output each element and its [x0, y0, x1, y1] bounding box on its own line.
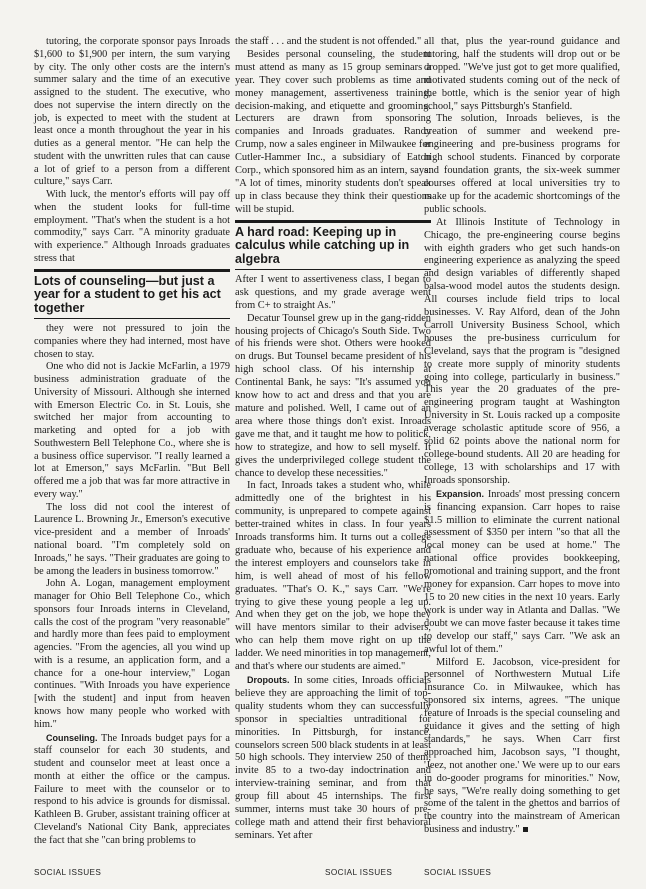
- page-footer-label: SOCIAL ISSUES: [34, 868, 102, 877]
- paragraph-text: Decatur Tounsel grew up in the gang-ridden housing projects of Chicago's South Side. Two of his friends were shot. Others were hooked on drugs. But Tounsel became president of his high school class. Of his internship at Continental Bank, he says: "It's assumed you know how to act and dress and that you are mature and polished. Well, I came out of an area where those things don't exist. Inroads gave me that, and it taught me how to politick, how to strategize, and how to sell myself. It gives the underprivileged college student the chance to develop these necessities.": [235, 312, 431, 479]
- article-paragraph: [235, 274, 431, 313]
- paragraph-text: John A. Logan, management employment manager for Ohio Bell Telephone Co., which sponsors four Inroads interns in Cleveland, calls the cost of the program "very reasonable" and hardly more than fees paid to employment agencies. "From the agencies, all you wind up with is a resume, an application form, and a chance for a one-hour interview," Logan continues. "With Inroads you have experience [with the student] and input from heaven knows how many people who worked with him.": [34, 578, 230, 730]
- article-paragraph: [34, 189, 230, 266]
- paragraph-text: With luck, the mentor's efforts will pay off when the student looks for full-time employment. "That's when the student is a hot commodity," says Carr. "A minority graduate with experience." Although Inroads graduates stress that: [34, 189, 230, 265]
- paragraph-text: all that, plus the year-round guidance and tutoring, half the students will drop out or be dropped. "We've just got to get more qualified, motivated students coming out of the neck of the bottle, which is the senior year of high school," says Pittsburgh's Stanfield.: [424, 36, 620, 112]
- paragraph-text: the staff . . . and the student is not offended.": [235, 36, 422, 47]
- article-paragraph: [34, 361, 230, 501]
- article-column-2: [235, 36, 431, 843]
- subhead-label: Counseling.: [46, 732, 98, 743]
- subhead-label: Expansion.: [436, 488, 485, 499]
- section-headline: A hard road: Keeping up in calculus while catching up in algebra: [235, 220, 431, 270]
- article-paragraph: [235, 49, 431, 217]
- article-paragraph: [34, 732, 230, 848]
- page-footer-label: SOCIAL ISSUES: [424, 868, 492, 877]
- paragraph-text: In fact, Inroads takes a student who, while admittedly one of the brightest in his community, is unprepared to compete against better-trained whites in class. In four years Inroads transforms him. It turns out a college graduate who, because of his experience and the interest employers and counselors take in him, is well ahead of most of his fellow graduates. "That's O. K.," says Carr. "We're trying to give these young people a leg up. And when they get on the job, we hope they will have mentors similar to their advisers, who can help them move right on up the ladder. We need minorities in top management, and that's where our students are aimed.": [235, 480, 431, 673]
- paragraph-text: tutoring, the corporate sponsor pays Inroads $1,600 to $1,900 per intern, the sum varying by city. The only other costs are the intern's summer salary and the time of an executive assigned to the student. The executive, who does not supervise the intern directly on the job, is expected to meet with the student at least once a month throughout the year in his duties as a general mentor. "He can help the student with the unwritten rules that can cause a lot of grief to a person from a different culture," says Carr.: [34, 36, 230, 188]
- end-of-article-mark: [523, 827, 528, 832]
- article-column-1: [34, 36, 230, 847]
- subhead-label: Dropouts.: [247, 675, 290, 685]
- article-paragraph: [424, 657, 620, 838]
- paragraph-text: Milford E. Jacobson, vice-president for personnel of Northwestern Mutual Life Insurance Co. in Milwaukee, which has sponsored six interns, agrees. "The unique feature of Inroads is the special counseling and guidance it gives and the setting of high standards," he says. When Carr first approached him, Jacobson says, "I thought, 'Jeez, not another one.' We were up to our ears in do-gooder programs for minorities." Now, he says, "We're really doing something to get some of the talent in the ghettos and barrios of the country into the mainstream of American business and industry.": [424, 656, 620, 836]
- paragraph-text: Inroads' most pressing concern is financing expansion. Carr hopes to raise $1.5 million to eliminate the current national assessment of $350 per intern "so that all the local money can be used at home." The national office provides bookkeeping, promotional and training support, and the front money for expansion. Carr hopes to move into 15 to 20 new cities in the next 10 years. Early work is under way in Atlanta and Dallas. "We doubt we can move faster because it takes time to develop our staff," says Carr. "We ask an awful lot of them.": [424, 488, 620, 655]
- paragraph-text: One who did not is Jackie McFarlin, a 1979 business administration graduate of the University of Missouri. Although she interned with Emerson Electric Co. in St. Louis, she switched her major from accounting to marketing and opted for a job with Southwestern Bell Telephone Co., where she is a business office supervisor. "I really learned a lot at Emerson," says McFarlin. "But Bell offered me a job that was far more attractive in every way.": [34, 361, 230, 500]
- article-paragraph: [34, 323, 230, 361]
- paragraph-text: After I went to assertiveness class, I began to ask questions, and my grade average went from C+ to straight As.": [235, 273, 431, 311]
- article-paragraph: [34, 502, 230, 579]
- paragraph-text: The solution, Inroads believes, is the creation of summer and weekend pre-engineering and pre-business programs for high school students. Financed by corporate and foundation grants, the six-week summer courses offered at local universities try to make up for the academic shortcomings of the public schools.: [424, 113, 620, 215]
- article-paragraph: [34, 578, 230, 731]
- paragraph-text: Besides personal counseling, the student must attend as many as 15 group seminars a year. They cover such problems as time and money management, assertiveness training, decision-making, and etiquette and grooming. Lecturers are drawn from sponsoring companies and Inroads graduates. Randy Crump, now a sales engineer in Milwaukee for Cutler-Hammer Inc., a subsidiary of Eaton Corp., which sponsored him as an intern, says: "A lot of times, minority students don't speak up in class because they think their questions will be stupid.: [235, 48, 431, 215]
- article-column-3: [424, 36, 620, 837]
- paragraph-text: In some cities, Inroads officials believe they are approaching the limit of top-quality students whom they can successfully sponsor in specialties untraditional for minorities. In Pittsburgh, for instance, counselors screen 500 black students in at least 50 high schools. They interview 250 of them, invite 85 to a two-day indoctrination and interview-training seminar, and from that group fill about 45 internships. The first summer, interns must take 30 hours of pre-college math and attend their first behavioral seminars. Yet after: [235, 675, 431, 841]
- article-paragraph: [424, 113, 620, 216]
- paragraph-text: they were not pressured to join the companies where they had interned, most have chosen to stay.: [34, 323, 230, 360]
- page-footer-label: SOCIAL ISSUES: [325, 868, 393, 877]
- paragraph-text: The loss did not cool the interest of Laurence L. Browning Jr., Emerson's executive vice-president and a member of Inroads' national board. "I'm completely sold on Inroads," he says. "Their graduates are going to be among the leaders in business tomorrow.": [34, 501, 230, 577]
- paragraph-text: The Inroads budget pays for a staff counselor for each 30 students, and student and counselor meet at least once a month at either the office or the campus. Failure to meet with the counselor or to respond to his advice is grounds for dismissal. Kathleen B. Gruber, assistant training officer at Cleveland's National City Bank, appreciates the fact that she "can bring problems to: [34, 732, 230, 846]
- article-paragraph: [34, 36, 230, 189]
- article-paragraph: [235, 36, 431, 49]
- paragraph-text: At Illinois Institute of Technology in Chicago, the pre-engineering course begins with eighth graders who get such hands-on engineering experience as analyzing the speed and design variables of differently shaped balsa-wood model autos the students design. All courses include field trips to local businesses. V. Ray Alford, dean of the John Carroll University Business School, which houses the pre-business curriculum for Cleveland, says that the program is "designed to create more supply of minority students going into college, particularly in business." This year the 20 graduates of the pre-engineering program taught at Washington University in St. Louis racked up a composite average scholastic aptitude score of 956, a solid 62 points above the national norm for college-bound students. All 20 are heading for college, 13 with scholarships and 17 with Inroads sponsorship.: [424, 216, 620, 486]
- article-paragraph: [424, 36, 620, 113]
- article-paragraph: [235, 674, 431, 843]
- article-paragraph: [235, 313, 431, 481]
- article-paragraph: [424, 488, 620, 657]
- article-paragraph: [424, 217, 620, 488]
- article-paragraph: [235, 480, 431, 674]
- section-headline: Lots of counseling—but just a year for a student to get his act together: [34, 269, 230, 319]
